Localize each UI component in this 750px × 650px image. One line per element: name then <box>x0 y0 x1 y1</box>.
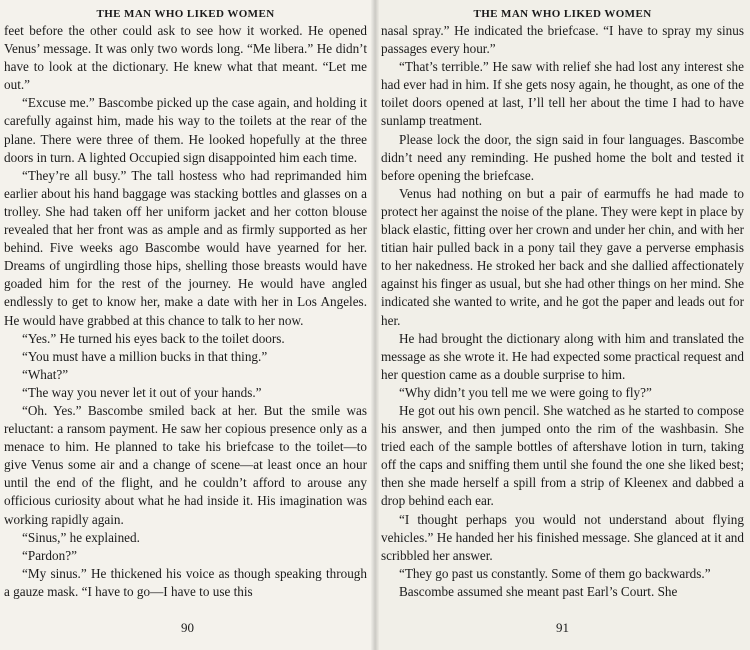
paragraph: Venus had nothing on but a pair of earmuffs he had made to protect her against the noise of the plane. They were kept in place by black elastic, fitting over her crown and under her chin, and with her titian hair pulled back in a pony tail they gave a perverse emphasis to her nakedness. He stroked her back and she dallied affectionately against his finger as usual, but she had other things on her mind. She indicated she wanted to write, and he got the paper and leads out for her. <box>381 185 745 328</box>
right-page <box>375 0 750 650</box>
paragraph: “I thought perhaps you would not understand about flying vehicles.” He handed her his finished message. She glanced at it and scribbled her answer. <box>381 511 744 563</box>
paragraph: feet before the other could ask to see how it worked. He opened Venus’ message. It was only two words long. “Me libera.” He didn’t have to look at the dictionary. He knew what that meant. “Let me out.” <box>4 23 367 93</box>
paragraph: “Pardon?” <box>22 547 77 563</box>
page-body <box>4 22 367 601</box>
paragraph: nasal spray.” He indicated the briefcase. “I have to spray my sinus passages every hour.” <box>381 23 744 57</box>
paragraph: Please lock the door, the sign said in four languages. Bascombe didn’t need any reminding. He pushed home the bolt and tested it before opening the briefcase. <box>381 131 744 183</box>
paragraph: “They’re all busy.” The tall hostess who had reprimanded him earlier about his hand baggage was stacking bottles and glasses on a trolley. She had taken off her uniform jacket and her cotton blouse revealed that her front was as ample and as firmly supported as her behind. Five weeks ago Bascombe would have yearned for her. Dreams of ungirdling those hips, shelling those breasts would have goaded him for the rest of the journey. He would have angled endlessly to get to know her, make a date with her in Los Angeles. He would have grabbed at this chance to talk to her now. <box>4 167 367 328</box>
paragraph: “They go past us constantly. Some of them go backwards.” <box>399 565 711 581</box>
page-number: 91 <box>556 620 569 635</box>
paragraph: He had brought the dictionary along with him and translated the message as she wrote it. He had expected some practical request and her question came as a double surprise to him. <box>381 330 744 382</box>
paragraph: “You must have a million bucks in that thing.” <box>22 348 268 364</box>
paragraph: “The way you never let it out of your hands.” <box>22 384 262 400</box>
running-head: THE MAN WHO LIKED WOMEN <box>473 8 652 20</box>
paragraph: “Oh. Yes.” Bascombe smiled back at her. But the smile was reluctant: a ransom payment. He saw her copious presence only as a menace to him. He planned to take his briefcase to the toilet—to give Venus some air and a change of scene—at least once an hour until the end of the flight, and he couldn’t afford to arouse any officious curiosity about what he had inside it. His imagination was working rapidly again. <box>4 402 367 527</box>
paragraph: “My sinus.” He thickened his voice as though speaking through a gauze mask. “I have to go—I have to use this <box>4 565 367 599</box>
page-body <box>381 22 744 601</box>
paragraph: “Sinus,” he explained. <box>22 529 140 545</box>
paragraph: Bascombe assumed she meant past Earl’s Court. She <box>399 583 678 599</box>
paragraph: “Yes.” He turned his eyes back to the toilet doors. <box>22 330 285 346</box>
paragraph: “That’s terrible.” He saw with relief she had lost any interest she had ever had in him. If she gets nosy again, he thought, as one of the toilet doors opened at last, I’ll tell her about the time I had to have sunlamp treatment. <box>381 59 744 129</box>
paragraph: “What?” <box>22 366 69 382</box>
paragraph: He got out his own pencil. She watched as he started to compose his answer, and then jumped onto the rim of the washbasin. She tried each of the sample bottles of aftershave lotion in turn, taking off the caps and sniffing them until she found the one she liked best; then she made herself a spill from a strip of Kleenex and dabbed a drop behind each ear. <box>381 402 744 509</box>
running-head: THE MAN WHO LIKED WOMEN <box>96 8 275 20</box>
paragraph: “Why didn’t you tell me we were going to fly?” <box>399 384 652 400</box>
paragraph: “Excuse me.” Bascombe picked up the case again, and holding it carefully against him, made his way to the toilets at the rear of the plane. There were three of them. He looked hopefully at the three doors in turn. A lighted Occupied sign disappointed him each time. <box>4 95 367 165</box>
page-number: 90 <box>181 620 194 635</box>
